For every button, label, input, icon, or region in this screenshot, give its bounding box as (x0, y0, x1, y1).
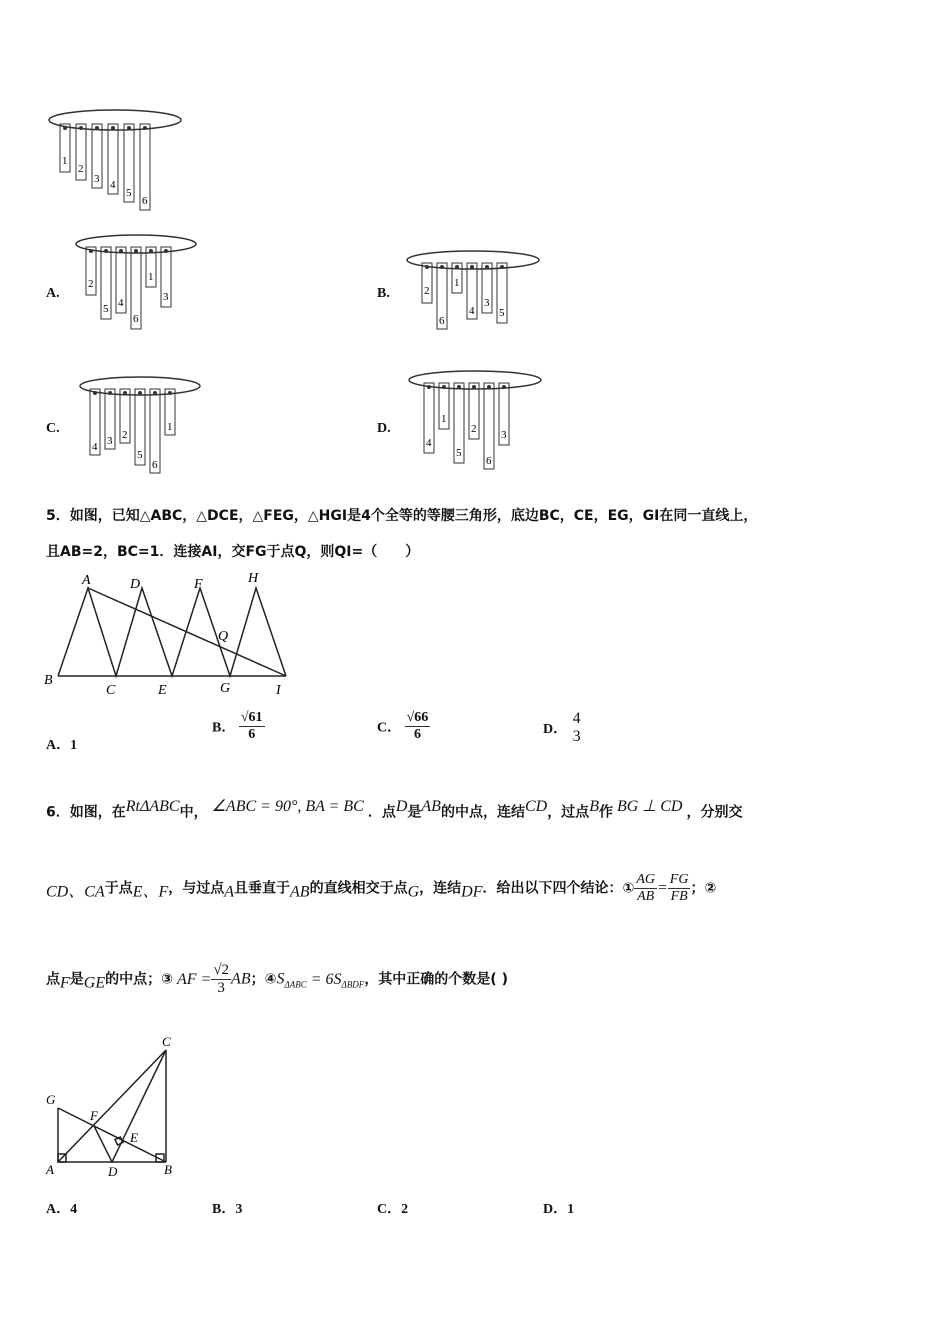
q6-text: 是 (69, 971, 84, 988)
q6-label-f: F (90, 1108, 98, 1123)
q6-af-expr: AF = (176, 970, 212, 988)
q6-six-s: = 6S (310, 970, 342, 988)
numerator: √61 (240, 710, 263, 725)
q6-text: 6．如图，在 (46, 804, 126, 821)
q5-option-b-fraction (239, 710, 265, 743)
q4-option-d-letter[interactable]: D. (377, 421, 391, 436)
q6-text: 的直线相交于点 (309, 880, 408, 897)
q4b-label: 2 (424, 285, 430, 297)
q4a-label: 6 (133, 313, 139, 325)
q4-option-c-figure (78, 374, 208, 474)
q5-option-b-letter: B． (212, 720, 236, 736)
q4a-label: 2 (88, 278, 94, 290)
q6-text: 且垂直于 (234, 880, 291, 897)
q6-point-g: G (407, 883, 420, 901)
q4d-label: 5 (456, 447, 462, 459)
numerator: 4 (572, 710, 581, 727)
q6-segment-ab2: AB (290, 883, 310, 901)
q4-option-b-letter[interactable]: B. (377, 286, 390, 301)
q6-label-b: B (164, 1162, 172, 1177)
q4-option-b-figure (406, 248, 546, 338)
q4-label-4: 4 (110, 179, 116, 191)
q6-text: 点 (46, 971, 60, 988)
q6-label-e: E (130, 1130, 138, 1145)
q6-text: 作 (598, 804, 613, 821)
q6-option-c-value: 2 (401, 1202, 409, 1217)
q5-option-a[interactable] (46, 734, 77, 754)
q6-cd-ca: CD、CA (46, 883, 105, 901)
denominator: FB (670, 889, 688, 904)
q6-option-c[interactable] (377, 1198, 408, 1218)
q6-frac-sqrt2-3 (211, 962, 231, 997)
q6-equals: = (657, 879, 668, 897)
q4-label-2: 2 (78, 163, 84, 175)
q5-question-line2: 且AB=2，BC=1．连接AI，交FG于点Q，则QI=（ ） (46, 544, 420, 560)
q4c-label: 6 (152, 459, 158, 471)
q6-text: ；② (690, 880, 717, 897)
q4-option-a-figure (76, 232, 206, 332)
q6-text: ，分别交 (686, 804, 743, 821)
q6-label-a: A (46, 1162, 54, 1177)
q6-option-b-value: 3 (235, 1202, 243, 1217)
q6-text: ，其中正确的个数是( ) (364, 971, 508, 988)
q6-segment-cd: CD (524, 798, 548, 815)
q4-main-figure (48, 108, 188, 218)
q6-option-a[interactable] (46, 1198, 77, 1218)
q4d-label: 4 (426, 437, 432, 449)
q6-text: ，连结 (419, 880, 462, 897)
q6-text: 中， (179, 804, 208, 821)
q5-label-b: B (44, 673, 53, 688)
q4c-label: 2 (122, 429, 128, 441)
q6-segment-df: DF (461, 883, 483, 901)
q5-label-e: E (158, 683, 167, 698)
q4-option-c-letter[interactable]: C. (46, 421, 60, 436)
q4d-label: 3 (501, 429, 507, 441)
q4-option-d-figure (408, 368, 548, 474)
q4b-label: 3 (484, 297, 490, 309)
q6-text: ．给出以下四个结论：① (482, 880, 635, 897)
q6-label-d: D (108, 1164, 118, 1179)
q5-option-a-value: 1 (70, 738, 78, 753)
q5-label-h: H (248, 571, 259, 586)
q6-point-d: D (395, 798, 408, 815)
q6-text: ，过点 (547, 804, 590, 821)
q4a-label: 3 (163, 291, 169, 303)
q6-s-abc-sub: ΔABC (284, 979, 307, 990)
q6-text: 的中点，连结 (440, 804, 525, 821)
numerator: AG (636, 872, 655, 887)
q4c-label: 5 (137, 449, 143, 461)
q5-label-a: A (82, 573, 91, 588)
q6-segment-ab: AB (421, 798, 441, 815)
q6-text: 于点 (104, 880, 133, 897)
q4a-label: 4 (118, 297, 124, 309)
numerator: FG (669, 872, 689, 887)
denominator: 3 (217, 980, 225, 996)
q6-label-g: G (46, 1092, 56, 1107)
q6-geometry-figure (44, 1034, 184, 1180)
q4b-label: 5 (499, 307, 505, 319)
q6-text: 是 (407, 804, 422, 821)
q6-option-d-value: 1 (567, 1202, 575, 1217)
q6-option-d[interactable] (543, 1198, 574, 1218)
q6-segment-ge: GE (83, 974, 106, 992)
q5-option-d-fraction (571, 710, 583, 746)
q6-ef: E、F (132, 883, 169, 901)
q6-text: ．点 (367, 804, 396, 821)
denominator: AB (637, 889, 655, 904)
q6-angle-expr: ∠ABC = 90°, BA = BC (211, 798, 364, 815)
q4d-label: 1 (441, 413, 447, 425)
q4c-label: 1 (167, 421, 173, 433)
q4c-label: 3 (107, 435, 113, 447)
q4-label-5: 5 (126, 187, 132, 199)
q5-option-d-letter: D． (543, 722, 568, 737)
q5-question-line1: 5．如图，已知△ABC，△DCE，△FEG，△HGI是4个全等的等腰三角形，底边BC，CE，EG，GI在同一直线上， (46, 508, 758, 524)
q6-option-d-letter: D． (543, 1202, 568, 1217)
q4-option-a-letter[interactable]: A. (46, 286, 60, 301)
q4-label-3: 3 (94, 173, 100, 185)
q5-label-d: D (130, 577, 141, 592)
q4b-label: 6 (439, 315, 445, 327)
q6-option-b[interactable] (212, 1198, 242, 1218)
q6-frac-ag-ab (634, 872, 657, 905)
q6-option-b-letter: B． (212, 1202, 236, 1217)
numerator: √2 (213, 962, 230, 978)
q5-option-a-letter: A． (46, 738, 71, 753)
q5-option-d[interactable] (543, 710, 583, 746)
q6-s-bdf-sub: ΔBDF (341, 979, 365, 990)
q4a-label: 5 (103, 303, 109, 315)
q5-label-i: I (276, 683, 281, 698)
q6-line3 (46, 962, 508, 997)
q5-option-c-letter: C． (377, 720, 402, 736)
q4c-label: 4 (92, 441, 98, 453)
q5-option-c[interactable] (377, 710, 430, 743)
q5-label-q: Q (218, 629, 229, 644)
q5-option-b[interactable] (212, 710, 265, 743)
q6-perp-expr: BG ⊥ CD (616, 798, 683, 815)
q4-label-6: 6 (142, 195, 148, 207)
q4b-label: 1 (454, 277, 460, 289)
q6-text: ；④ (250, 971, 277, 988)
q6-rt-abc: RtΔABC (125, 798, 180, 815)
q6-text: 的中点；③ (105, 971, 173, 988)
q6-ab3: AB (231, 970, 251, 988)
q5-label-f: F (194, 577, 203, 592)
q4b-label: 4 (469, 305, 475, 317)
q6-option-a-letter: A． (46, 1202, 71, 1217)
q5-triangle-figure (44, 570, 290, 700)
q4a-label: 1 (148, 271, 154, 283)
q5-label-g: G (220, 681, 231, 696)
q4-label-1: 1 (62, 155, 68, 167)
q6-line2 (46, 872, 716, 905)
denominator: 6 (248, 727, 256, 742)
q5-label-c: C (106, 683, 116, 698)
q6-text: ，与过点 (168, 880, 225, 897)
denominator: 6 (413, 727, 421, 742)
denominator: 3 (572, 728, 581, 745)
q6-line1 (46, 796, 742, 822)
numerator: √66 (406, 710, 429, 725)
q4d-label: 2 (471, 423, 477, 435)
q6-frac-fg-fb (668, 872, 691, 905)
q6-option-c-letter: C． (377, 1202, 402, 1217)
q6-point-f: F (60, 974, 70, 992)
q6-option-a-value: 4 (70, 1202, 78, 1217)
q5-option-c-fraction (405, 710, 431, 743)
q6-s-abc: S (276, 970, 285, 988)
q6-point-b: B (589, 798, 599, 815)
q6-label-c: C (162, 1034, 171, 1049)
q6-point-a: A (224, 883, 235, 901)
q4d-label: 6 (486, 455, 492, 467)
